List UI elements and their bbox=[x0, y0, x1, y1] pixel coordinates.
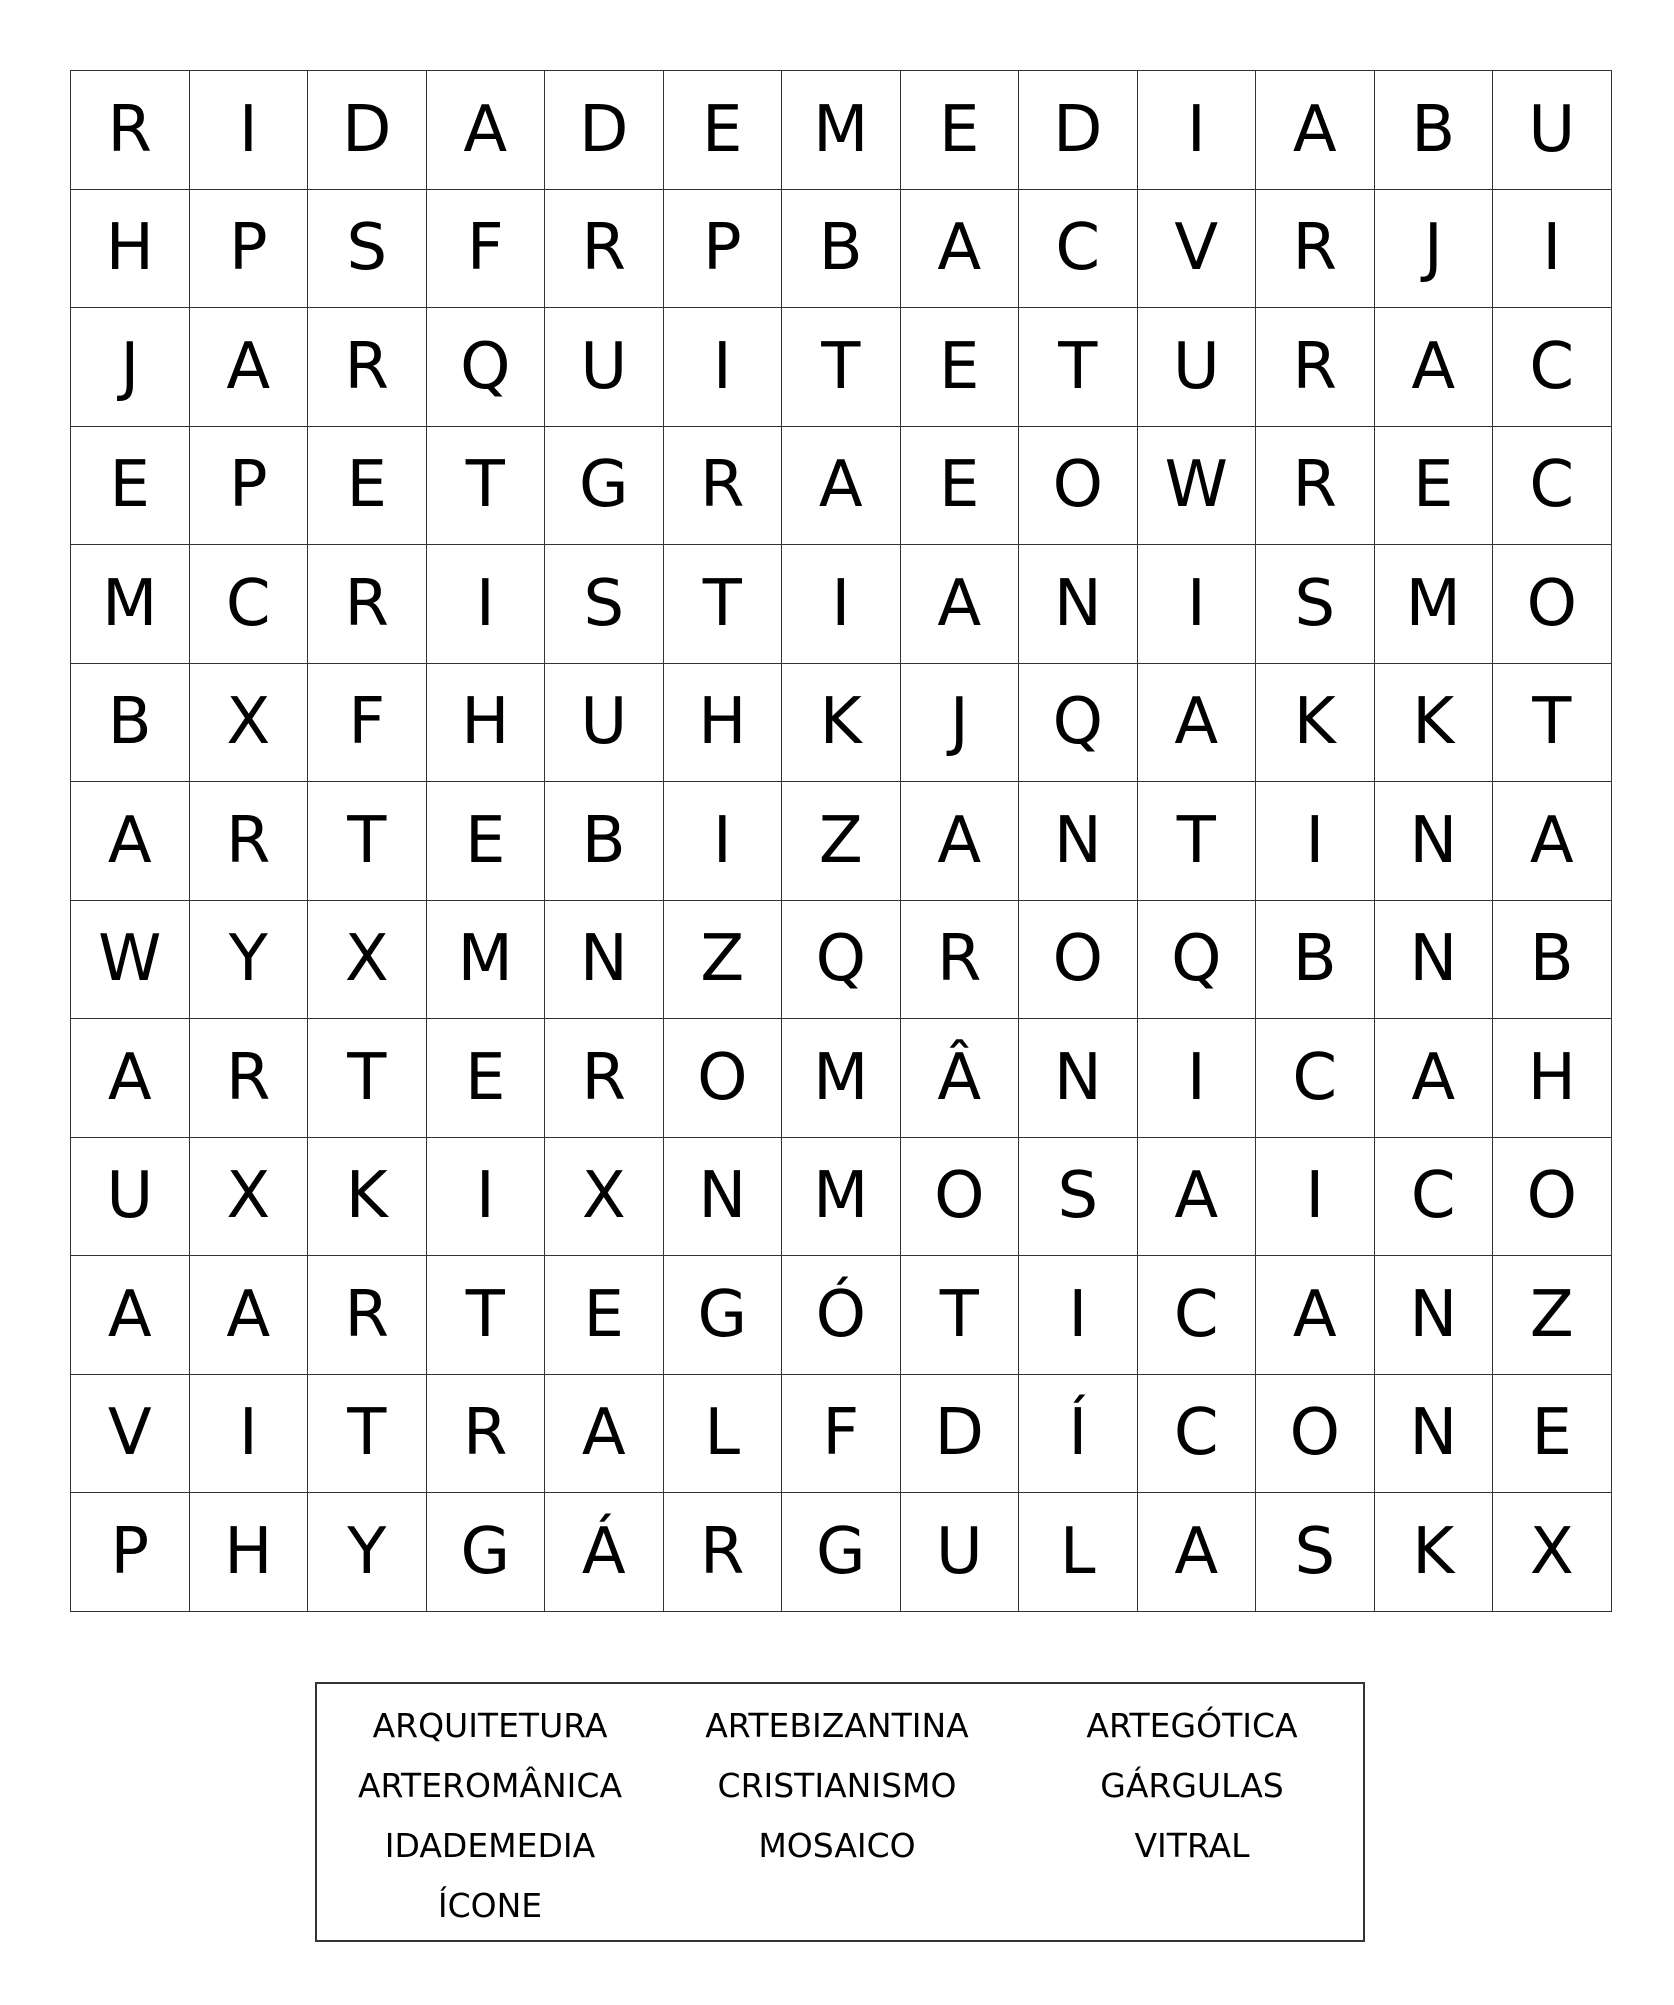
grid-cell[interactable]: T bbox=[308, 782, 427, 901]
grid-cell[interactable]: F bbox=[427, 190, 546, 309]
grid-cell[interactable]: I bbox=[1493, 190, 1612, 309]
grid-cell[interactable]: O bbox=[664, 1019, 783, 1138]
grid-cell[interactable]: M bbox=[1375, 545, 1494, 664]
grid-cell[interactable]: I bbox=[427, 1138, 546, 1257]
grid-cell[interactable]: Ó bbox=[782, 1256, 901, 1375]
grid-cell[interactable]: D bbox=[901, 1375, 1020, 1494]
grid-cell[interactable]: R bbox=[308, 1256, 427, 1375]
grid-cell[interactable]: I bbox=[190, 1375, 309, 1494]
grid-cell[interactable]: O bbox=[1493, 545, 1612, 664]
grid-cell[interactable]: Z bbox=[1493, 1256, 1612, 1375]
grid-cell[interactable]: M bbox=[782, 71, 901, 190]
grid-cell[interactable]: N bbox=[1375, 1256, 1494, 1375]
grid-cell[interactable]: K bbox=[1375, 664, 1494, 783]
grid-cell[interactable]: E bbox=[901, 308, 1020, 427]
grid-cell[interactable]: T bbox=[1138, 782, 1257, 901]
grid-cell[interactable]: S bbox=[308, 190, 427, 309]
grid-cell[interactable]: T bbox=[427, 1256, 546, 1375]
grid-cell[interactable]: K bbox=[782, 664, 901, 783]
grid-cell[interactable]: A bbox=[427, 71, 546, 190]
grid-cell[interactable]: R bbox=[308, 545, 427, 664]
grid-cell[interactable]: K bbox=[1256, 664, 1375, 783]
grid-cell[interactable]: R bbox=[545, 1019, 664, 1138]
grid-cell[interactable]: H bbox=[664, 664, 783, 783]
grid-cell[interactable]: C bbox=[1493, 427, 1612, 546]
grid-cell[interactable]: C bbox=[1019, 190, 1138, 309]
grid-cell[interactable]: D bbox=[545, 71, 664, 190]
grid-cell[interactable]: U bbox=[71, 1138, 190, 1257]
word-list-item: ARTEGÓTICA bbox=[1086, 1706, 1298, 1745]
grid-cell[interactable]: I bbox=[1256, 782, 1375, 901]
grid-cell[interactable]: R bbox=[427, 1375, 546, 1494]
grid-cell[interactable]: B bbox=[545, 782, 664, 901]
grid-cell[interactable]: X bbox=[190, 664, 309, 783]
grid-cell[interactable]: R bbox=[1256, 427, 1375, 546]
grid-cell[interactable]: T bbox=[664, 545, 783, 664]
grid-cell[interactable]: K bbox=[308, 1138, 427, 1257]
grid-cell[interactable]: E bbox=[664, 71, 783, 190]
grid-cell[interactable]: W bbox=[1138, 427, 1257, 546]
word-list-item: ÍCONE bbox=[437, 1886, 543, 1925]
grid-cell[interactable]: I bbox=[1019, 1256, 1138, 1375]
grid-cell[interactable]: A bbox=[1375, 1019, 1494, 1138]
grid-cell[interactable]: C bbox=[1493, 308, 1612, 427]
letter-grid bbox=[70, 70, 1612, 1612]
grid-cell[interactable]: S bbox=[1256, 545, 1375, 664]
grid-cell[interactable]: P bbox=[190, 427, 309, 546]
grid-cell[interactable]: A bbox=[901, 545, 1020, 664]
grid-cell[interactable]: Â bbox=[901, 1019, 1020, 1138]
grid-cell[interactable]: K bbox=[1375, 1493, 1494, 1612]
grid-cell[interactable]: P bbox=[664, 190, 783, 309]
grid-cell[interactable]: T bbox=[308, 1375, 427, 1494]
grid-cell[interactable]: S bbox=[545, 545, 664, 664]
grid-cell[interactable]: T bbox=[427, 427, 546, 546]
grid-cell[interactable]: L bbox=[1019, 1493, 1138, 1612]
grid-cell[interactable]: U bbox=[901, 1493, 1020, 1612]
word-list-item: VITRAL bbox=[1134, 1826, 1250, 1865]
grid-cell[interactable]: T bbox=[782, 308, 901, 427]
grid-cell[interactable]: A bbox=[190, 308, 309, 427]
grid-cell[interactable]: Y bbox=[190, 901, 309, 1020]
grid-cell[interactable]: A bbox=[1493, 782, 1612, 901]
grid-cell[interactable]: M bbox=[782, 1138, 901, 1257]
grid-cell[interactable]: E bbox=[71, 427, 190, 546]
grid-cell[interactable]: I bbox=[1138, 545, 1257, 664]
grid-cell[interactable]: A bbox=[1138, 1493, 1257, 1612]
grid-cell[interactable]: S bbox=[1019, 1138, 1138, 1257]
grid-cell[interactable]: T bbox=[308, 1019, 427, 1138]
grid-cell[interactable]: Q bbox=[1019, 664, 1138, 783]
grid-cell[interactable]: S bbox=[1256, 1493, 1375, 1612]
grid-cell[interactable]: R bbox=[545, 190, 664, 309]
grid-cell[interactable]: H bbox=[427, 664, 546, 783]
grid-cell[interactable]: I bbox=[664, 308, 783, 427]
grid-cell[interactable]: R bbox=[190, 782, 309, 901]
grid-cell[interactable]: V bbox=[1138, 190, 1257, 309]
grid-cell[interactable]: X bbox=[545, 1138, 664, 1257]
grid-cell[interactable]: O bbox=[1019, 427, 1138, 546]
grid-cell[interactable]: N bbox=[1375, 782, 1494, 901]
grid-cell[interactable]: U bbox=[545, 308, 664, 427]
grid-cell[interactable]: R bbox=[1256, 308, 1375, 427]
grid-cell[interactable]: B bbox=[1256, 901, 1375, 1020]
grid-cell[interactable]: M bbox=[71, 545, 190, 664]
grid-cell[interactable]: Q bbox=[427, 308, 546, 427]
grid-cell[interactable]: Z bbox=[782, 782, 901, 901]
grid-cell[interactable]: D bbox=[1019, 71, 1138, 190]
grid-cell[interactable]: O bbox=[1493, 1138, 1612, 1257]
grid-cell[interactable]: P bbox=[71, 1493, 190, 1612]
grid-cell[interactable]: A bbox=[1375, 308, 1494, 427]
grid-cell[interactable]: T bbox=[901, 1256, 1020, 1375]
grid-cell[interactable]: M bbox=[427, 901, 546, 1020]
grid-cell[interactable]: Á bbox=[545, 1493, 664, 1612]
grid-cell[interactable]: I bbox=[1138, 71, 1257, 190]
grid-cell[interactable]: Y bbox=[308, 1493, 427, 1612]
grid-cell[interactable]: N bbox=[1019, 782, 1138, 901]
grid-cell[interactable]: G bbox=[427, 1493, 546, 1612]
word-list-item: ARTEROMÂNICA bbox=[357, 1766, 623, 1805]
grid-cell[interactable]: W bbox=[71, 901, 190, 1020]
grid-cell[interactable]: U bbox=[1493, 71, 1612, 190]
grid-cell[interactable]: G bbox=[545, 427, 664, 546]
grid-cell[interactable]: G bbox=[782, 1493, 901, 1612]
grid-cell[interactable]: C bbox=[1256, 1019, 1375, 1138]
grid-cell[interactable]: A bbox=[1256, 71, 1375, 190]
word-list-item: ARQUITETURA bbox=[372, 1706, 608, 1745]
grid-cell[interactable]: E bbox=[308, 427, 427, 546]
grid-cell[interactable]: A bbox=[545, 1375, 664, 1494]
grid-cell[interactable]: E bbox=[901, 427, 1020, 546]
word-list bbox=[315, 1682, 1365, 1942]
grid-cell[interactable]: Z bbox=[664, 901, 783, 1020]
grid-cell[interactable]: E bbox=[901, 71, 1020, 190]
grid-cell[interactable]: N bbox=[1375, 1375, 1494, 1494]
grid-cell[interactable]: G bbox=[664, 1256, 783, 1375]
word-list-item: IDADEMEDIA bbox=[384, 1826, 596, 1865]
grid-cell[interactable]: A bbox=[901, 782, 1020, 901]
grid-cell[interactable]: C bbox=[1138, 1375, 1257, 1494]
grid-cell[interactable]: Q bbox=[782, 901, 901, 1020]
grid-cell[interactable]: O bbox=[1019, 901, 1138, 1020]
grid-cell[interactable]: A bbox=[190, 1256, 309, 1375]
grid-cell[interactable]: N bbox=[1375, 901, 1494, 1020]
grid-cell[interactable]: U bbox=[1138, 308, 1257, 427]
grid-cell[interactable]: H bbox=[190, 1493, 309, 1612]
grid-cell[interactable]: I bbox=[664, 782, 783, 901]
grid-cell[interactable]: R bbox=[664, 1493, 783, 1612]
grid-cell[interactable]: U bbox=[545, 664, 664, 783]
grid-cell[interactable]: E bbox=[1493, 1375, 1612, 1494]
grid-cell[interactable]: B bbox=[1493, 901, 1612, 1020]
grid-cell[interactable]: C bbox=[1138, 1256, 1257, 1375]
grid-cell[interactable]: E bbox=[545, 1256, 664, 1375]
grid-cell[interactable]: E bbox=[427, 782, 546, 901]
grid-cell[interactable]: B bbox=[782, 190, 901, 309]
grid-cell[interactable]: A bbox=[71, 782, 190, 901]
grid-cell[interactable]: R bbox=[901, 901, 1020, 1020]
grid-cell[interactable]: J bbox=[1375, 190, 1494, 309]
grid-cell[interactable]: D bbox=[308, 71, 427, 190]
grid-cell[interactable]: A bbox=[1138, 664, 1257, 783]
grid-cell[interactable]: I bbox=[782, 545, 901, 664]
grid-cell[interactable]: N bbox=[545, 901, 664, 1020]
grid-cell[interactable]: T bbox=[1493, 664, 1612, 783]
grid-cell[interactable]: I bbox=[190, 71, 309, 190]
grid-cell[interactable]: R bbox=[308, 308, 427, 427]
grid-cell[interactable]: L bbox=[664, 1375, 783, 1494]
grid-cell[interactable]: X bbox=[308, 901, 427, 1020]
grid-cell[interactable]: Q bbox=[1138, 901, 1257, 1020]
grid-cell[interactable]: I bbox=[427, 545, 546, 664]
grid-cell[interactable]: O bbox=[1256, 1375, 1375, 1494]
grid-cell[interactable]: F bbox=[782, 1375, 901, 1494]
grid-cell[interactable]: R bbox=[190, 1019, 309, 1138]
grid-cell[interactable]: M bbox=[782, 1019, 901, 1138]
grid-cell[interactable]: A bbox=[71, 1256, 190, 1375]
grid-cell[interactable]: A bbox=[782, 427, 901, 546]
grid-cell[interactable]: J bbox=[901, 664, 1020, 783]
grid-cell[interactable]: J bbox=[71, 308, 190, 427]
word-list-item: MOSAICO bbox=[758, 1826, 916, 1865]
grid-cell[interactable]: N bbox=[664, 1138, 783, 1257]
grid-cell[interactable]: Í bbox=[1019, 1375, 1138, 1494]
word-list-item: CRISTIANISMO bbox=[717, 1766, 957, 1805]
grid-cell[interactable]: A bbox=[1256, 1256, 1375, 1375]
grid-cell[interactable]: E bbox=[427, 1019, 546, 1138]
grid-cell[interactable]: B bbox=[71, 664, 190, 783]
grid-cell[interactable]: N bbox=[1019, 1019, 1138, 1138]
grid-cell[interactable]: N bbox=[1019, 545, 1138, 664]
grid-cell[interactable]: C bbox=[190, 545, 309, 664]
grid-cell[interactable]: E bbox=[1375, 427, 1494, 546]
grid-cell[interactable]: O bbox=[901, 1138, 1020, 1257]
grid-cell[interactable]: R bbox=[664, 427, 783, 546]
word-list-item: ARTEBIZANTINA bbox=[705, 1706, 969, 1745]
grid-cell[interactable]: V bbox=[71, 1375, 190, 1494]
grid-cell[interactable]: P bbox=[190, 190, 309, 309]
grid-cell[interactable]: H bbox=[71, 190, 190, 309]
word-list-item: GÁRGULAS bbox=[1100, 1766, 1284, 1805]
grid-cell[interactable]: X bbox=[190, 1138, 309, 1257]
grid-cell[interactable]: X bbox=[1493, 1493, 1612, 1612]
grid-cell[interactable]: I bbox=[1256, 1138, 1375, 1257]
grid-cell[interactable]: A bbox=[71, 1019, 190, 1138]
grid-cell[interactable]: H bbox=[1493, 1019, 1612, 1138]
grid-cell[interactable]: R bbox=[1256, 190, 1375, 309]
grid-cell[interactable]: R bbox=[71, 71, 190, 190]
grid-cell[interactable]: A bbox=[1138, 1138, 1257, 1257]
grid-cell[interactable]: A bbox=[901, 190, 1020, 309]
grid-cell[interactable]: C bbox=[1375, 1138, 1494, 1257]
grid-cell[interactable]: T bbox=[1019, 308, 1138, 427]
grid-cell[interactable]: F bbox=[308, 664, 427, 783]
grid-cell[interactable]: B bbox=[1375, 71, 1494, 190]
grid-cell[interactable]: I bbox=[1138, 1019, 1257, 1138]
